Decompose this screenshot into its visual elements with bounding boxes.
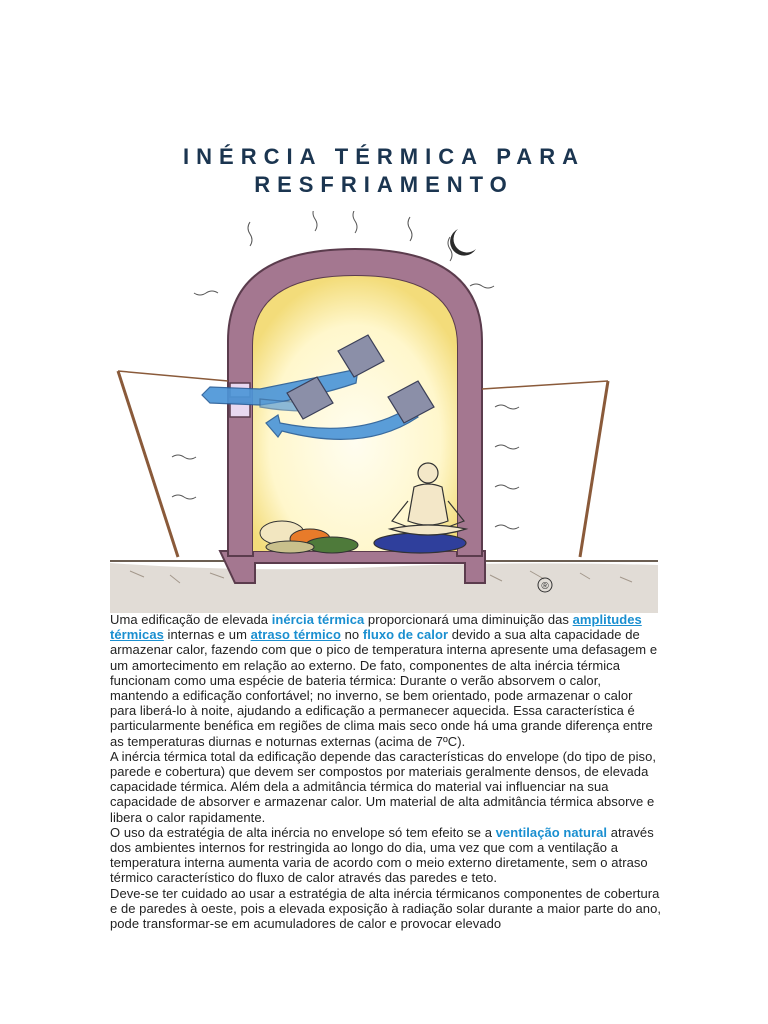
title-line-1: INÉRCIA TÉRMICA PARA bbox=[183, 144, 585, 169]
paragraph-4: Deve-se ter cuidado ao usar a estratégia de alta inércia térmicanos componentes de cobertura e de paredes à oeste, pois a elevada exposição à radiação solar durante a maior parte do ano, pode transformar-se em acumuladores de calor e provocar elevado bbox=[110, 885, 662, 932]
p1-text-5: devido a sua alta capacidade de armazenar calor, fazendo com que o pico de temperatura interna apresente uma defasagem e um amortecimento em relação ao externo. De fato, componentes de alta inércia térmica funcionam como uma espécie de bateria térmica: Durante o verão absorvem o calor, mantendo a edificação confortável; no inverno, se bem orientado, pode armazenar o calor para liberá-lo à noite, ajudando a edificação a permanecer aquecida. Essa característica é particularmente benéfica em regiões de clima mais seco onde há uma grande diferença entre as temperaturas diurnas e noturnas externas (acima de 7ºC). bbox=[110, 627, 658, 749]
p3-text-2: através dos ambientes internos for restringida ao longo do dia, uma vez que com a ventilação a temperatura interna aumenta varia de acordo com o meio externo diretamente, sem o atraso térmico característico do fluxo de calor através das paredes e teto. bbox=[110, 824, 654, 886]
page-title bbox=[110, 143, 658, 199]
p1-text-4: no bbox=[340, 627, 363, 643]
p1-text-1: Uma edificação de elevada bbox=[110, 612, 272, 627]
link-amplitudes-termicas[interactable]: amplitudes térmicas bbox=[110, 612, 642, 643]
link-inercia-termica[interactable]: inércia térmica bbox=[271, 612, 365, 627]
thermal-inertia-illustration bbox=[110, 211, 658, 613]
article-body bbox=[110, 612, 662, 931]
paragraph-3 bbox=[110, 825, 662, 886]
p1-text-2: proporcionará uma diminuição das bbox=[364, 612, 573, 627]
link-atraso-termico[interactable]: atraso térmico bbox=[250, 627, 341, 643]
link-fluxo-de-calor[interactable]: fluxo de calor bbox=[362, 627, 449, 643]
p3-text-1: O uso da estratégia de alta inércia no envelope só tem efeito se a bbox=[110, 824, 496, 840]
paragraph-1 bbox=[110, 612, 662, 749]
registered-mark-text: ® bbox=[541, 581, 549, 592]
link-ventilacao-natural[interactable]: ventilação natural bbox=[495, 824, 608, 840]
title-line-2: RESFRIAMENTO bbox=[254, 172, 514, 197]
p1-text-3: internas e um bbox=[163, 627, 251, 643]
paragraph-2: A inércia térmica total da edificação depende das características do envelope (do tipo de piso, parede e cobertura) que devem ser compostos por materiais geralmente densos, de elevada capacidade térmica. Além dela a admitância térmica do material vai influenciar na sua capacidade de absorver e armazenar calor. Um material de alta admitância térmica absorve e libera o calor rapidamente. bbox=[110, 748, 657, 825]
moon-icon bbox=[450, 229, 476, 256]
ground bbox=[110, 561, 658, 613]
